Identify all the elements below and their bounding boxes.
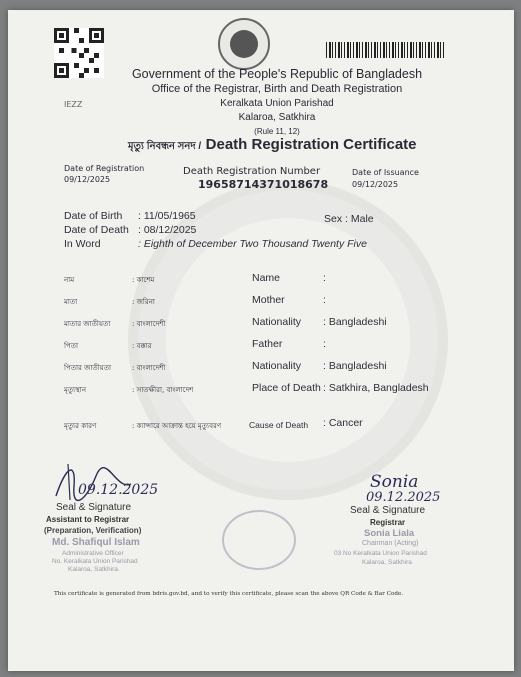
death-label: Date of Death: [64, 224, 129, 236]
cause-en-value: : Cancer: [323, 417, 363, 429]
row-bn-value-mother-nationality: : বাংলাদেশী: [132, 320, 166, 328]
right-loc: Kalaroa, Satkhira: [362, 559, 412, 566]
row-bn-label-father: পিতা: [64, 342, 79, 350]
words-label: In Word: [64, 238, 101, 250]
cause-bn-label: মৃত্যুর কারণ: [64, 422, 97, 430]
row-bn-value-father-nationality: : বাংলাদেশী: [132, 364, 166, 372]
row-bn-label-mother: মাতা: [64, 298, 78, 306]
footer-note: This certificate is generated from bdris.gov.bd, and to verify this certificate, please scan the above QR Code & Bar Code.: [54, 591, 404, 597]
sex-label: Sex : Male: [324, 213, 374, 225]
left-name: Md. Shafiqul Islam: [52, 537, 140, 548]
left-role: Assistant to Registrar: [46, 515, 130, 524]
reg-date-value: 09/12/2025: [64, 175, 111, 184]
header-rule: (Rule 11, 12): [254, 127, 300, 136]
left-title: Administrative Officer: [62, 550, 124, 557]
row-en-label-name: Name: [252, 272, 281, 284]
government-seal: [218, 18, 270, 70]
row-bn-value-place-of-death: : সাতক্ষীরা, বাংলাদেশ: [132, 386, 194, 394]
right-seal-signature: Seal & Signature: [350, 505, 426, 516]
barcode: [326, 42, 444, 58]
birth-value: : 11/05/1965: [138, 210, 196, 222]
certificate-title: মৃত্যু নিবন্ধন সনদ / Death Registration Certificate: [128, 136, 417, 153]
qr-code-label: IEZZ: [64, 100, 83, 109]
header-gov: Government of the People's Republic of Bangladesh: [131, 67, 423, 81]
row-bn-label-place-of-death: মৃত্যুস্থান: [64, 386, 87, 394]
reg-number-label: Death Registration Number: [183, 166, 321, 177]
issuance-value: 09/12/2025: [352, 180, 399, 189]
left-role2: (Preparation, Verification): [44, 526, 142, 535]
row-en-value-father-nationality: : Bangladeshi: [323, 360, 387, 372]
row-bn-label-father-nationality: পিতার জাতীয়তা: [64, 364, 112, 372]
words-value: : Eighth of December Two Thousand Twenty Five: [138, 238, 367, 250]
header-office: Office of the Registrar, Birth and Death Registration: [151, 83, 403, 95]
right-org: 03 No Keralkata Union Parishad: [334, 550, 427, 557]
reg-number-value: 19658714371018678: [198, 178, 329, 191]
row-en-value-mother: :: [323, 294, 326, 306]
row-en-label-place-of-death: Place of Death: [252, 382, 321, 394]
row-en-label-father-nationality: Nationality: [252, 360, 302, 372]
right-handwritten-name: Sonia: [370, 472, 419, 492]
cause-bn-value: : ক্যান্সারে আক্রান্ত হয়ে মৃত্যুবরণ: [132, 422, 222, 430]
row-en-label-mother-nationality: Nationality: [252, 316, 302, 328]
left-seal-signature: Seal & Signature: [56, 502, 132, 513]
row-en-value-father: :: [323, 338, 326, 350]
office-stamp: [222, 510, 296, 570]
row-en-value-name: :: [323, 272, 326, 284]
header-place: Kalaroa, Satkhira: [238, 112, 316, 123]
issuance-label: Date of Issuance: [352, 168, 419, 177]
reg-date-label: Date of Registration: [64, 164, 145, 173]
row-en-label-mother: Mother: [252, 294, 285, 306]
birth-label: Date of Birth: [64, 210, 123, 222]
row-bn-label-name: নাম: [64, 276, 75, 284]
certificate-page: [8, 10, 514, 671]
row-en-value-mother-nationality: : Bangladeshi: [323, 316, 387, 328]
right-name: Sonia Liala: [364, 528, 415, 539]
left-handwritten-date: 09.12.2025: [78, 482, 159, 498]
row-bn-value-mother: : জরিনা: [132, 298, 155, 306]
row-en-value-place-of-death: : Satkhira, Bangladesh: [323, 382, 429, 394]
row-bn-value-father: : বক্কার: [132, 342, 152, 350]
row-bn-label-mother-nationality: মাতার জাতীয়তা: [64, 320, 111, 328]
death-value: : 08/12/2025: [138, 224, 197, 236]
row-bn-value-name: : কাশেম: [132, 276, 155, 284]
header-union: Keralkata Union Parishad: [220, 98, 334, 109]
right-title: Chairman (Acting): [362, 540, 419, 547]
left-org: No. Keralkata Union Parishad: [52, 558, 138, 565]
right-handwritten-date: 09.12.2025: [366, 490, 441, 505]
left-loc: Kalaroa, Satkhira.: [68, 566, 120, 573]
left-signature: [46, 456, 136, 506]
row-en-label-father: Father: [252, 338, 283, 350]
cause-en-label: Cause of Death: [249, 420, 309, 430]
right-role: Registrar: [370, 518, 406, 527]
